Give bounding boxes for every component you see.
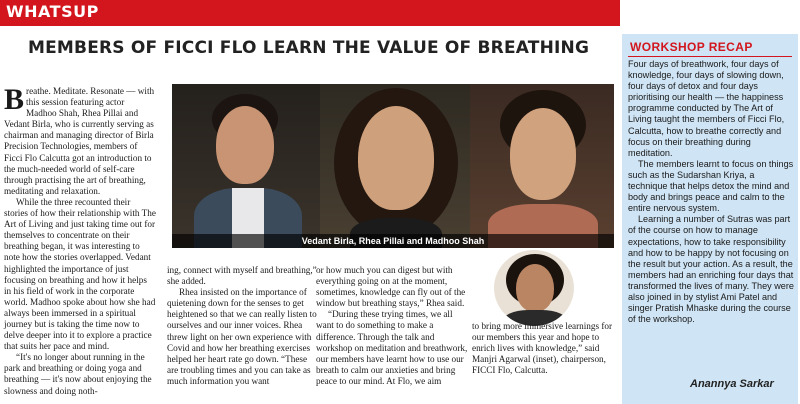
author-byline: Anannya Sarkar	[690, 378, 774, 390]
banner-rule	[0, 24, 620, 26]
face-shape	[216, 106, 274, 184]
sidebar-paragraph: The members learnt to focus on things such as the Sudarshan Kriya, a technique that helps detox the mind and body and brings peace and calm to the entire nervous system.	[628, 158, 794, 214]
section-banner	[0, 0, 620, 24]
article-headline: MEMBERS OF FICCI FLO LEARN THE VALUE OF BREATHING	[28, 38, 590, 58]
article-paragraph: Rhea insisted on the importance of quietening down for the senses to get heightened so that we can really listen to ourselves and our inner voices. Rhea threw light on her own experience with Covid and how her breathing exercises helped her heart rate go down. “These are troubling times and you can take as much information you want	[167, 287, 317, 386]
article-paragraph: or how much you can digest but with everything going on at the moment, sometimes, knowledge can fly out of the window but breathing stays,” Rhea said.	[316, 265, 466, 309]
sidebar-title: WORKSHOP RECAP	[630, 40, 753, 54]
sidebar-paragraph: Learning a number of Sutras was part of the course on how to manage expectations, how to take responsibility and how to be happy by not focusing on the result but your action. As a result, the members had an enriching four days that transformed the lives of many. They were also joined in by stylist Ami Patel and singer Pratish Mhaske during the course of the workshop.	[628, 214, 794, 325]
article-column-2	[167, 265, 317, 387]
photo-rhea-pillai	[320, 84, 470, 248]
photo-vedant-birla	[172, 84, 320, 248]
section-label: WHATSUP	[6, 2, 99, 21]
article-paragraph: to bring more immersive learnings for our members this year and hope to enrich lives with knowledge,” said Manjri Agarwal (inset), chairperson, FICCI Flo, Calcutta.	[472, 321, 613, 376]
drop-cap: B	[4, 83, 25, 116]
speakers-photo	[172, 84, 614, 248]
article-column-1	[4, 83, 156, 397]
sidebar-rule	[628, 56, 792, 57]
article-paragraph: While the three recounted their stories of how their relationship with The Art of Living and just taking time out for themselves to concentrate on their breathing began, it was interesting to note how the stories overlapped. Vedant highlighted the importance of just focusing on breathing and how it helps in his field of work in the corporate world. Madhoo spoke about how she had always been immersed in a spiritual journey but is taking the time now to delve deeper into it to explore a practice that suits her pace and mind.	[4, 196, 156, 352]
article-column-3	[316, 265, 468, 387]
face-shape	[358, 106, 434, 210]
article-paragraph: “During these trying times, we all want to do something to make a difference. Through the talk and workshop on meditation and breathwork, our members have learnt how to use our breath to calm our anxieties and bring peace to our mind. At Flo, we aim	[316, 309, 468, 386]
article-paragraph: ing, connect with myself and breathing,” she added.	[167, 265, 317, 287]
sidebar-paragraph: Four days of breathwork, four days of knowledge, four days of slowing down, four days of detox and four days prioritising our health — the happiness programme conducted by The Art of Living taught the members of Ficci Flo, Calcutta, how to breathe correctly and focus on their breathing during meditation.	[628, 59, 785, 158]
photo-caption: Vedant Birla, Rhea Pillai and Madhoo Shah	[172, 234, 614, 248]
article-lead-paragraph: reathe. Meditate. Resonate — with this session featuring actor Madhoo Shah, Rhea Pillai and Vedant Birla, who is currently serving as chairman and managing director of Birla Precision Technologies, members of Ficci Flo Calcutta got an introduction to the much-needed world of self-care through practising the art of breathing, meditating and relaxation.	[4, 86, 155, 196]
face-shape	[510, 108, 576, 200]
article-paragraph: “It's no longer about running in the park and breathing or doing yoga and breathing — it's now about enjoying the slowness and doing noth-	[4, 352, 152, 396]
face-shape	[516, 264, 554, 312]
photo-madhoo-shah	[470, 84, 614, 248]
sidebar-body	[628, 59, 794, 325]
workshop-recap-box	[622, 34, 798, 404]
inset-photo-manjri-agarwal	[492, 248, 576, 328]
article-column-4	[472, 321, 622, 376]
